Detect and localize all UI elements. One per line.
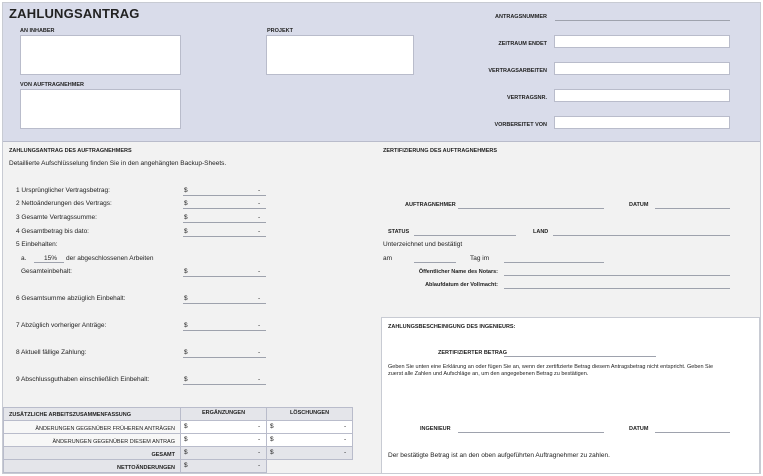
summary-row-1-add-currency: $ <box>184 423 188 430</box>
item-8-underline <box>183 357 266 358</box>
zertifizierter-betrag-field[interactable] <box>504 356 656 357</box>
vertragsnr-field[interactable] <box>554 89 730 102</box>
summary-row-3-add-cell <box>180 446 267 460</box>
von-auftragnehmer-label: VON AUFTRAGNEHMER <box>20 82 84 88</box>
gesamteinbehalt-label: Gesamteinbehalt: <box>21 268 72 275</box>
summary-row-3-label: GESAMT <box>151 452 175 458</box>
summary-net-value: - <box>258 462 261 469</box>
item-1-underline <box>183 195 266 196</box>
final-note: Der bestätigte Betrag ist an den oben aufgeführten Auftragnehmer zu zahlen. <box>388 452 610 459</box>
item-4-value[interactable]: - <box>258 228 261 235</box>
vorbereitet-von-field[interactable] <box>554 116 730 129</box>
auftragnehmer-field[interactable] <box>458 208 604 209</box>
summary-row-3-del-value: - <box>344 449 347 456</box>
an-inhaber-label: AN INHABER <box>20 28 55 34</box>
summary-row-2-del-value: - <box>344 436 347 443</box>
engineer-panel <box>381 317 760 474</box>
item-7-currency: $ <box>184 322 188 329</box>
gesamteinbehalt-value[interactable]: - <box>258 268 261 275</box>
status-label: STATUS <box>388 229 410 235</box>
item-9-underline <box>183 384 266 385</box>
vertragsarbeiten-label: VERTRAGSARBEITEN <box>488 68 547 74</box>
item-9-currency: $ <box>184 376 188 383</box>
land-field[interactable] <box>553 235 730 236</box>
gesamteinbehalt-underline <box>183 276 266 277</box>
item-4-underline <box>183 236 266 237</box>
left-subtitle: Detaillierte Aufschlüsselung finden Sie in den angehängten Backup-Sheets. <box>9 160 227 167</box>
summary-row-2-add-currency: $ <box>184 436 188 443</box>
summary-row-1-del-currency: $ <box>270 423 274 430</box>
item-5a-percent-underline <box>34 262 64 263</box>
summary-row-1-add-value: - <box>258 423 261 430</box>
projekt-label: PROJEKT <box>267 28 293 34</box>
summary-net-label: NETTOÄNDERUNGEN <box>117 465 175 471</box>
item-7-label: 7 Abzüglich vorheriger Anträge: <box>16 322 107 329</box>
item-8-label: 8 Aktuell fällige Zahlung: <box>16 349 87 356</box>
summary-row-2-label: ÄNDERUNGEN GEGENÜBER DIESEM ANTRAG <box>52 439 175 445</box>
summary-net-currency: $ <box>184 462 188 469</box>
left-section-title: ZAHLUNGSANTRAG DES AUFTRAGNEHMERS <box>9 148 132 154</box>
status-field[interactable] <box>414 235 516 236</box>
item-7-value[interactable]: - <box>258 322 261 329</box>
item-3-currency: $ <box>184 214 188 221</box>
page-title: ZAHLUNGSANTRAG <box>9 6 140 21</box>
vertragsnr-label: VERTRAGSNR. <box>506 95 547 101</box>
notar-label: Öffentlicher Name des Notars: <box>418 269 498 275</box>
tag-im-field[interactable] <box>504 262 604 263</box>
summary-title: ZUSÄTZLICHE ARBEITSZUSAMMENFASSUNG <box>9 412 132 418</box>
auftragnehmer-label: AUFTRAGNEHMER <box>405 202 456 208</box>
gesamteinbehalt-currency: $ <box>184 268 188 275</box>
item-2-label: 2 Nettoänderungen des Vertrags: <box>16 200 112 207</box>
datum-field[interactable] <box>655 208 730 209</box>
von-auftragnehmer-field[interactable] <box>20 89 181 129</box>
item-1-label: 1 Ursprünglicher Vertragsbetrag: <box>16 187 110 194</box>
summary-row-1-label: ÄNDERUNGEN GEGENÜBER FRÜHEREN ANTRÄGEN <box>35 426 175 432</box>
item-2-underline <box>183 208 266 209</box>
item-5-label: 5 Einbehalten: <box>16 241 58 248</box>
item-9-label: 9 Abschlussguthaben einschließlich Einbehalt: <box>16 376 150 383</box>
item-2-value[interactable]: - <box>258 200 261 207</box>
datum-label: DATUM <box>629 202 649 208</box>
summary-row-2-del-cell[interactable] <box>266 433 353 447</box>
zertifizierter-betrag-label: ZERTIFIZIERTER BETRAG <box>438 350 508 356</box>
item-8-value[interactable]: - <box>258 349 261 356</box>
item-8-currency: $ <box>184 349 188 356</box>
summary-row-3-del-currency: $ <box>270 449 274 456</box>
am-field[interactable] <box>414 262 456 263</box>
summary-row-3-add-value: - <box>258 449 261 456</box>
summary-row-2-del-currency: $ <box>270 436 274 443</box>
am-text: am <box>383 255 393 262</box>
ingenieur-field[interactable] <box>458 432 604 433</box>
item-6-currency: $ <box>184 295 188 302</box>
summary-row-3-del-cell <box>266 446 353 460</box>
item-3-value[interactable]: - <box>258 214 261 221</box>
vollmacht-field[interactable] <box>504 288 730 289</box>
tag-im-text: Tag im <box>470 255 490 262</box>
item-6-underline <box>183 303 266 304</box>
item-5a-prefix: a. <box>21 255 27 262</box>
engineer-note: Geben Sie unten eine Erklärung an oder fügen Sie an, wenn der zertifizierte Betrag diesem Antragsbetrag nicht entspricht. Geben Sie zuerst alle Zahlen und Aufschläge an, um den angegebenen Betrag zu bestätigen. <box>388 364 714 377</box>
zeitraum-endet-field[interactable] <box>554 35 730 48</box>
unterzeichnet-text: Unterzeichnet und bestätigt <box>383 241 463 248</box>
projekt-field[interactable] <box>266 35 414 75</box>
item-3-underline <box>183 222 266 223</box>
engineer-title: ZAHLUNGSBESCHEINIGUNG DES INGENIEURS: <box>388 324 516 330</box>
summary-row-2-add-cell[interactable] <box>180 433 267 447</box>
datum2-field[interactable] <box>655 432 730 433</box>
item-5a-percent[interactable]: 15% <box>44 255 58 262</box>
item-4-currency: $ <box>184 228 188 235</box>
right-section-title: ZERTIFIZIERUNG DES AUFTRAGNEHMERS <box>383 148 498 154</box>
item-5a-text: der abgeschlossenen Arbeiten <box>66 255 154 262</box>
vorbereitet-von-label: VORBEREITET VON <box>494 122 547 128</box>
additions-header: ERGÄNZUNGEN <box>201 410 246 416</box>
summary-row-3-add-currency: $ <box>184 449 188 456</box>
item-2-currency: $ <box>184 200 188 207</box>
summary-row-2-add-value: - <box>258 436 261 443</box>
land-label: LAND <box>533 229 549 235</box>
summary-row-1-add-cell[interactable] <box>180 420 267 434</box>
vollmacht-label: Ablaufdatum der Vollmacht: <box>425 282 498 288</box>
item-3-label: 3 Gesamte Vertragssumme: <box>16 214 97 221</box>
deletions-header: LÖSCHUNGEN <box>289 410 330 416</box>
zeitraum-endet-label: ZEITRAUM ENDET <box>498 41 547 47</box>
vertragsarbeiten-field[interactable] <box>554 62 730 75</box>
item-1-value[interactable]: - <box>258 187 261 194</box>
notar-field[interactable] <box>504 275 730 276</box>
summary-row-1-del-value: - <box>344 423 347 430</box>
item-6-value[interactable]: - <box>258 295 261 302</box>
item-6-label: 6 Gesamtsumme abzüglich Einbehalt: <box>16 295 126 302</box>
item-9-value[interactable]: - <box>258 376 261 383</box>
item-1-currency: $ <box>184 187 188 194</box>
ingenieur-label: INGENIEUR <box>420 426 451 432</box>
datum2-label: DATUM <box>629 426 649 432</box>
antragsnummer-label: ANTRAGSNUMMER <box>495 14 547 20</box>
item-4-label: 4 Gesamtbetrag bis dato: <box>16 228 89 235</box>
summary-row-1-del-cell[interactable] <box>266 420 353 434</box>
item-7-underline <box>183 330 266 331</box>
an-inhaber-field[interactable] <box>20 35 181 75</box>
antragsnummer-field[interactable] <box>555 20 730 21</box>
summary-net-value-cell <box>180 459 267 473</box>
